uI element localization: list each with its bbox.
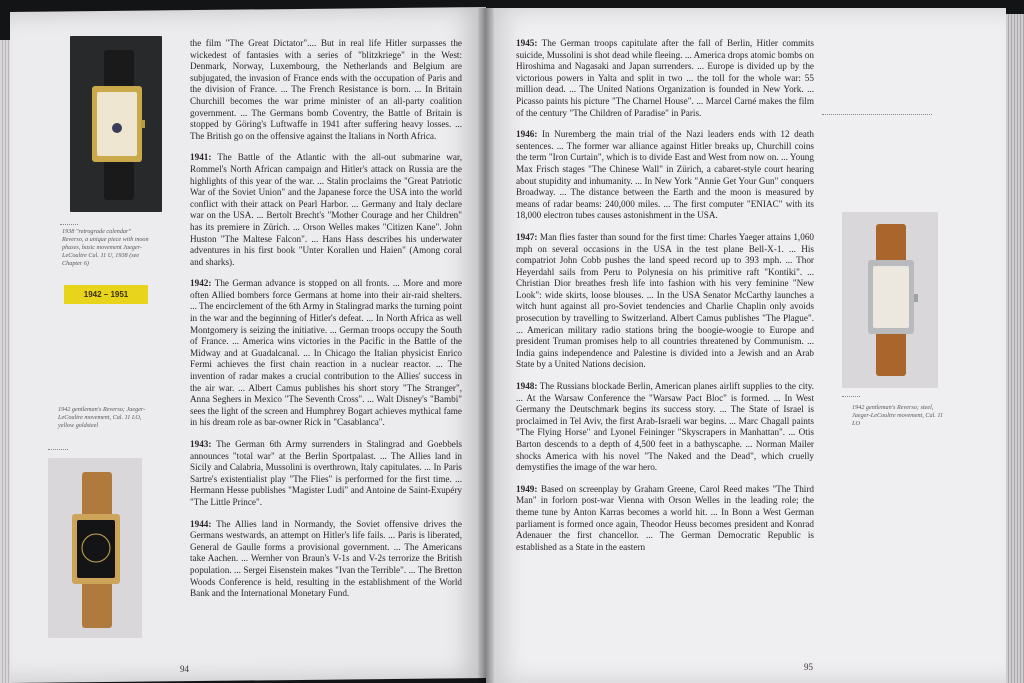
left-text-column [190, 38, 462, 610]
paragraph-year: 1943: [190, 439, 212, 449]
paragraph-year: 1944: [190, 518, 212, 529]
watch-steel-icon [842, 212, 938, 388]
paragraph-1942 [190, 278, 462, 429]
caption-right-rule [842, 396, 860, 397]
caption-top-rule [60, 224, 78, 225]
paragraph-1948 [516, 381, 814, 474]
caption-mid: 1942 gentleman's Reverso; Jaeger-LeCoultre movement, Cal. 11 LO, yellow goldsteel [58, 406, 146, 429]
paragraph-1945 [516, 38, 814, 119]
right-text-column [516, 38, 814, 563]
paragraph-text: In Nuremberg the main trial of the Nazi leaders ends with 12 death sentences. ... The former war alliance against Hitler breaks up, Churchill coins the term "Iron Curtain", which is to divide East and West from now on. ... Young Max Frisch stages "The Chinese Wall" in Zürich, a cabaret-style court hearing about stupidity and inhumanity. ... In New York "Annie Get Your Gun" conquers Broadway. ... The distance between the Earth and the moon is measured by means of radar beams: 240,000 miles. ... The first computer "ENIAC" with its 18,000 electron tubes causes astonishment in the USA. [516, 129, 815, 221]
paragraph-text: Based on screenplay by Graham Greene, Carol Reed makes "The Third Man" in forlorn post-war Vienna with Orson Welles in the leading role; the theme tune by Anton Karras becomes a world hit. ... In Bonn a West German parliament is formed once again, Theodor Heuss becomes president and Konrad Adenauer the first chancellor. ... The German Democratic Republic is established as a State in the eastern [516, 483, 815, 552]
paragraph-text: The Russians blockade Berlin, American planes airlift supplies to the city. ... At the Warsaw Conference the "Warsaw Pact Bloc" is formed. ... In West Germany the Deutschmark begins its success story. ... The State of Israel is proclaimed in Tel Aviv, the first Arab-Israeli war begins. ... Marc Chagall paints "The Flying Horse" and Lyonel Feininger "Skyscrapers in Manhattan". ... Otis Barton descends to a depth of 4,500 feet in a bathyscaphe. ... Norman Mailer shocks America with his novel "The Naked and the Dead", which cruelly demystifies the image of the war hero. [516, 381, 814, 473]
caption-top: 1938 "retrograde calendar" Reverso, a unique piece with moon phases, basic movement Jaeger-LeCoultre Cal. 11 U, 1938 (see Chapter 6) [62, 228, 149, 267]
paragraph-text: Man flies faster than sound for the first time: Charles Yaeger attains 1,060 mph on several occasions in the USA in the test plane Bell-X-1. ... His compatriot John Cobb pushes the land speed record up to 393 mph. ... Thor Heyerdahl sails from Peru to Polynesia on his primitive raft "Kontiki". ... Christian Dior breathes fresh life into fashion with his very feminine "New Look": wide skirts, loose blouses. ... In the USA Senator McCarthy launches a witch hunt against all pro-Soviet tendencies and Charlie Chaplin only avoids prosecution by travelling to Switzerland. Albert Camus publishes "The Plague". ... American military radio stations bring the boogie-woogie to Europe and president Truman promises help to all countries threatened by Communism. ... India gains independence and Palestine is divided into a Jewish and an Arab State by a United Nations decision. [516, 231, 815, 370]
paragraph-1944 [190, 519, 462, 600]
paragraph-year: 1941: [190, 152, 212, 163]
year-range-badge: 1942 – 1951 [64, 285, 148, 304]
paragraph-1940 [190, 38, 462, 142]
paragraph-text: The German troops capitulate after the fall of Berlin, Hitler commits suicide, Mussolini is shot dead while fleeing. ... America drops atomic bombs on Hiroshima and Nagasaki and Japan surrenders. ... Europe is divided up by the victorious powers in Yalta and split in two ... the toll for the whole war: 55 million dead. ... The United Nations Organization is founded in New York. ... Picasso paints his picture "The Charnel House". ... Marcel Carné makes the film of the century "The Children of Paradise" in Paris. [516, 38, 814, 118]
paragraph-year: 1945: [516, 38, 538, 48]
right-page-edges [1006, 14, 1024, 683]
paragraph-1946 [516, 129, 814, 222]
dotted-leader [822, 114, 932, 115]
caption-right: 1942 gentleman's Reverso; steel, Jaeger-LeCoultre movement, Cal. 11 LO [852, 404, 944, 427]
watch-gold-icon [70, 36, 162, 212]
paragraph-1949 [516, 484, 814, 554]
watch-black-dial-icon [48, 458, 142, 638]
page-number-left: 94 [180, 664, 189, 674]
photo-steel-watch [842, 212, 938, 388]
paragraph-year: 1942: [190, 278, 212, 289]
paragraph-year: 1946: [516, 129, 538, 140]
paragraph-text: the film "The Great Dictator".... But in real life Hitler surpasses the wickedest of fantasies with a series of "blitzkriege" in the West: Denmark, Norway, Luxembourg, the Netherlands and Belgium are subjugated, the invasion of France ends with the occupation of Paris and the division of France. ... The French Resistance is born. ... In Britain Churchill becomes the war prime minister of an all-party coalition government. ... The Germans bomb Coventry, the Battle of Britain is stopped by Göring's Luftwaffe in 1941 after suffering heavy losses. ... The British go on the offensive against the Italians in North Africa. [190, 38, 462, 141]
paragraph-year: 1948: [516, 381, 538, 392]
book-gutter [478, 8, 494, 683]
paragraph-1943 [190, 439, 462, 509]
paragraph-1941 [190, 152, 462, 268]
photo-black-dial-watch [48, 458, 142, 638]
paragraph-text: The German 6th Army surrenders in Stalingrad and Goebbels announces "total war" at the Berlin Sportpalast. ... The Allies land in Sicily and Calabria, Mussolini is overthrown, Italy capitulates. ... In Paris Sartre's existentialist play "The Flies" is performed for the first time. ... Hermann Hesse publishes "Magister Ludi" and Antoine de Saint-Exupéry "The Little Prince". [190, 439, 462, 507]
paragraph-text: The German advance is stopped on all fronts. ... More and more often Allied bombers force Germans at home into their air-raid shelters. ... The encirclement of the 6th Army in Stalingrad marks the turning point in the war and the beginning of Hitler's defeat. ... In North Africa as well Montgomery is seizing the initiative. ... German troops occupy the South of France. ... America wins victories in the Pacific in the Battle of the Midway and at Guadalcanal. ... In Chicago the Italian physicist Enrico Fermi achieves the first chain reaction in a nuclear reactor. ... The invention of radar makes a crucial contribution to the Allies' success in the air war. ... Albert Camus publishes his short story "The Stranger", Anna Seghers in Mexico "The Seventh Cross". ... Walt Disney's "Bambi" sees the light of the screen and Humphrey Bogart achieves mythical fame in his dream role as bar-owner Rick in "Casablanca". [190, 278, 462, 428]
photo-gold-moonphase-watch [70, 36, 162, 212]
caption-mid-rule [48, 449, 68, 450]
paragraph-year: 1947: [516, 231, 538, 242]
paragraph-text: The Battle of the Atlantic with the all-out submarine war, Rommel's North African campaign and Hitler's attack on Russia are the highlights of this year of the war. ... Stalin proclaims the "Great Patriotic War of the Soviet Union" and the Japanese force the USA into the world conflict with their attack on Pearl Harbor. ... Germany and Italy declare war on the USA. ... Bertolt Brecht's "Mother Courage and her Children" has its premiere in Zürich. ... Orson Welles makes "Citizen Kane". John Huston "The Maltese Falcon". ... Hans Hass describes his underwater adventures in his first book "Unter Korallen und Haien" (Among coral and sharks). [190, 152, 462, 267]
paragraph-year: 1949: [516, 483, 538, 494]
paragraph-text: The Allies land in Normandy, the Soviet offensive drives the Germans westwards, an attempt on Hitler's life fails. ... Paris is liberated, General de Gaulle forms a provisional government. ... The Americans take Aachen. ... Wernher von Braun's V-1s and V-2s terrorize the British population. ... Sergei Eisenstein makes "Ivan the Terrible". ... The Bretton Woods Conference is held, resulting in the establishment of the World Bank and the International Monetary Fund. [190, 518, 462, 599]
page-number-right: 95 [804, 662, 813, 672]
paragraph-1947 [516, 232, 814, 371]
